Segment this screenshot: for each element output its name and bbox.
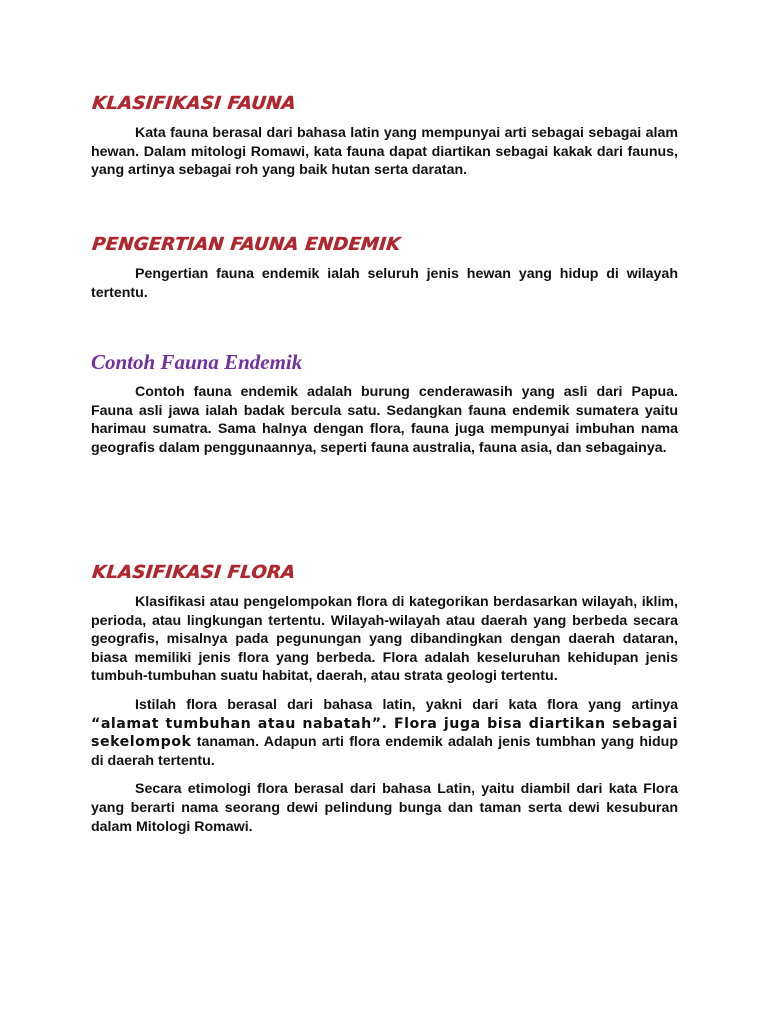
heading-pengertian-fauna-endemik: PENGERTIAN FAUNA ENDEMIK: [91, 234, 402, 255]
section-klasifikasi-fauna: [91, 93, 678, 180]
paragraph-istilah-part1: Istilah flora berasal dari bahasa latin, yakni dari kata flora yang artinya: [135, 696, 678, 713]
paragraph-istilah-quote: “alamat tumbuhan atau nabatah”. Flora juga bisa diartikan sebagai sekelompok: [91, 715, 678, 751]
paragraph-istilah-part3: tanaman. Adapun arti flora endemik adalah jenis tumbhan yang hidup di daerah tertentu.: [91, 734, 678, 769]
paragraph-klasifikasi-flora: Klasifikasi atau pengelompokan flora di kategorikan berdasarkan wilayah, iklim, perioda, atau lingkungan tertentu. Wilayah-wilayah atau daerah yang berbeda secara geografis, misalnya pada pegunungan yang dibandingkan dengan daerah dataran, biasa memiliki jenis flora yang berbeda. Flora adalah keseluruhan kehidupan jenis tumbuh-tumbuhan suatu habitat, daerah, atau strata geologi tertentu.: [91, 594, 678, 685]
paragraph-istilah-flora: [91, 696, 678, 770]
heading-klasifikasi-fauna: KLASIFIKASI FAUNA: [91, 93, 297, 114]
paragraph-klasifikasi-fauna: Kata fauna berasal dari bahasa latin yang mempunyai arti sebagai sebagai alam hewan. Dalam mitologi Romawi, kata fauna dapat diartikan sebagai kakak dari faunus, yang artinya sebagai roh yang baik hutan serta daratan.: [91, 125, 678, 179]
section-contoh-fauna-endemik: [91, 350, 678, 457]
paragraph-pengertian-fauna-endemik: Pengertian fauna endemik ialah seluruh jenis hewan yang hidup di wilayah tertentu.: [91, 266, 678, 301]
paragraph-contoh-fauna-endemik: Contoh fauna endemik adalah burung cenderawasih yang asli dari Papua. Fauna asli jawa ialah badak bercula satu. Sedangkan fauna endemik sumatera yaitu harimau sumatra. Sama halnya dengan flora, fauna juga mempunyai imbuhan nama geografis dalam penggunaannya, seperti fauna australia, fauna asia, dan sebagainya.: [91, 384, 678, 456]
paragraph-etimologi-flora: Secara etimologi flora berasal dari bahasa Latin, yaitu diambil dari kata Flora yang berarti nama seorang dewi pelindung bunga dan taman serta dewi kesuburan dalam Mitologi Romawi.: [91, 781, 678, 835]
heading-contoh-fauna-endemik: Contoh Fauna Endemik: [91, 350, 303, 374]
section-klasifikasi-flora: [91, 562, 678, 836]
section-pengertian-fauna-endemik: [91, 234, 678, 302]
heading-klasifikasi-flora: KLASIFIKASI FLORA: [91, 562, 297, 583]
